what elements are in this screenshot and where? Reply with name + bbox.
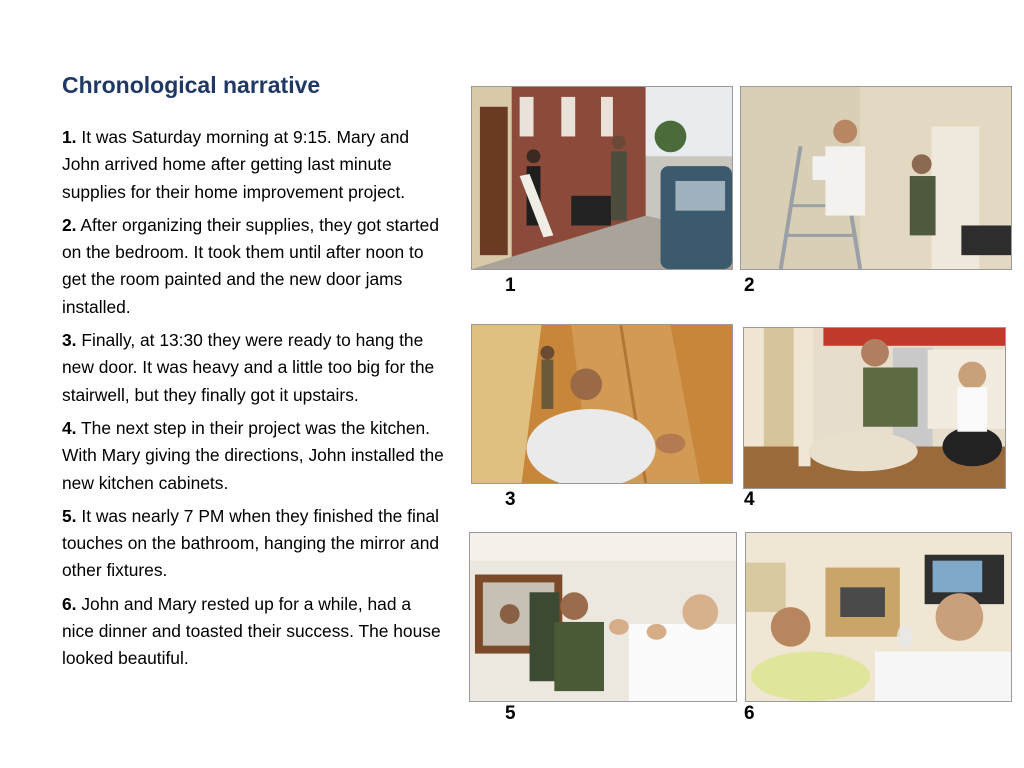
paragraph-number: 3. bbox=[62, 330, 77, 351]
paragraph-text: Finally, at 13:30 they were ready to hang the new door. It was heavy and a little too big for the stairwell, but they finally got it upstairs. bbox=[62, 330, 435, 405]
photo-arriving-home bbox=[471, 86, 733, 270]
photo-bathroom-mirror bbox=[469, 532, 737, 702]
photo-caption-2: 2 bbox=[744, 275, 755, 296]
photo-kitchen-cabinets bbox=[743, 327, 1006, 489]
paragraph-text: The next step in their project was the kitchen. With Mary giving the directions, John installed the new kitchen cabinets. bbox=[62, 417, 444, 493]
photo-painting-bedroom bbox=[740, 86, 1012, 270]
photo-caption-1: 1 bbox=[505, 275, 516, 296]
paragraph-text: It was nearly 7 PM when they finished the final touches on the bathroom, hanging the mirror and other fixtures. bbox=[62, 505, 440, 581]
paragraph-5 bbox=[62, 503, 447, 585]
paragraph-text: It was Saturday morning at 9:15. Mary and John arrived home after getting last minute supplies for their home improvement project. bbox=[62, 127, 410, 202]
paragraph-number: 6. bbox=[62, 593, 77, 614]
photo-caption-3: 3 bbox=[505, 489, 516, 510]
paragraph-3 bbox=[62, 327, 447, 409]
photo-caption-6: 6 bbox=[744, 703, 755, 724]
paragraph-number: 4. bbox=[62, 417, 77, 438]
photo-caption-4: 4 bbox=[744, 489, 755, 510]
photo-carrying-door bbox=[471, 324, 733, 484]
page-title: Chronological narrative bbox=[62, 72, 321, 98]
paragraph-number: 1. bbox=[62, 127, 77, 147]
paragraph-2 bbox=[62, 212, 447, 321]
paragraph-text: After organizing their supplies, they got started on the bedroom. It took them until after noon to get the room painted and the new door jams installed. bbox=[62, 214, 440, 317]
paragraph-4 bbox=[62, 415, 447, 497]
paragraph-number: 2. bbox=[62, 214, 77, 235]
narrative-text bbox=[62, 124, 447, 679]
paragraph-6 bbox=[62, 591, 447, 673]
paragraph-number: 5. bbox=[62, 505, 77, 526]
paragraph-text: John and Mary rested up for a while, had a nice dinner and toasted their success. The house looked beautiful. bbox=[62, 593, 441, 669]
paragraph-1 bbox=[62, 124, 447, 206]
photo-toasting-success bbox=[745, 532, 1012, 702]
photo-caption-5: 5 bbox=[505, 703, 516, 724]
